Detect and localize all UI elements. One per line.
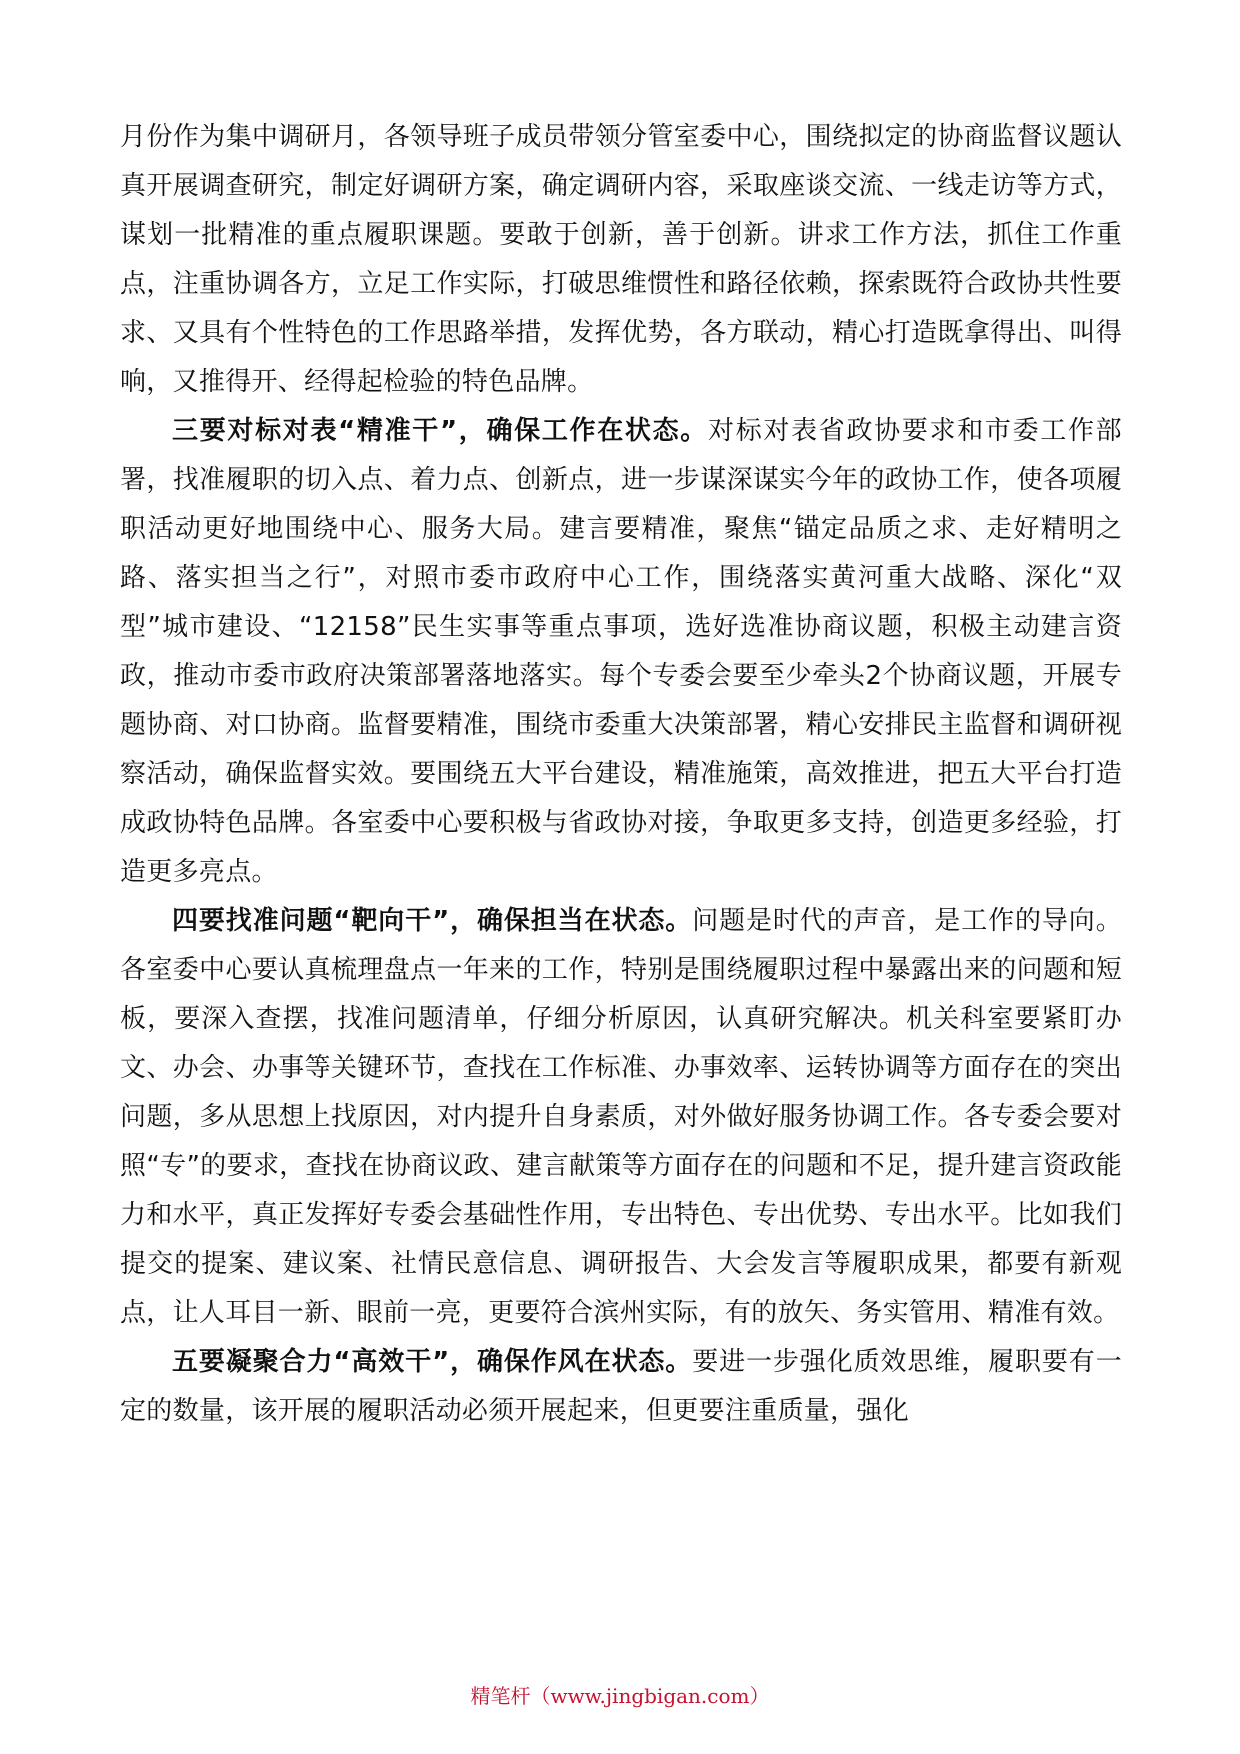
document-body xyxy=(120,113,1122,1436)
paragraph-point-five xyxy=(120,1338,1122,1436)
paragraph-text: 问题是时代的声音，是工作的导向。各室委中心要认真梳理盘点一年来的工作，特别是围绕履职过程中暴露出来的问题和短板，要深入查摆，找准问题清单，仔细分析原因，认真研究解决。机关科室要紧盯办文、办会、办事等关键环节，查找在工作标准、办事效率、运转协调等方面存在的突出问题，多从思想上找原因，对内提升自身素质，对外做好服务协调工作。各专委会要对照“专”的要求，查找在协商议政、建言献策等方面存在的问题和不足，提升建言资政能力和水平，真正发挥好专委会基础性作用，专出特色、专出优势、专出水平。比如我们提交的提案、建议案、社情民意信息、调研报告、大会发言等履职成果，都要有新观点，让人耳目一新、眼前一亮，更要符合滨州实际，有的放矢、务实管用、精准有效。 xyxy=(120,906,1122,1328)
paragraph-continued xyxy=(120,113,1122,407)
paragraph-text: 要进一步强化质效思维，履职要有一定的数量，该开展的履职活动必须开展起来，但更要注重质量，强化 xyxy=(120,1347,1122,1426)
paragraph-heading: 四要找准问题“靶向干”，确保担当在状态。 xyxy=(172,906,693,936)
paragraph-point-three xyxy=(120,407,1122,897)
page-footer-watermark: 精笔杆（www.jingbigan.com） xyxy=(470,1684,770,1708)
paragraph-text: 月份作为集中调研月，各领导班子成员带领分管室委中心，围绕拟定的协商监督议题认真开展调查研究，制定好调研方案，确定调研内容，采取座谈交流、一线走访等方式，谋划一批精准的重点履职课题。要敢于创新，善于创新。讲求工作方法，抓住工作重点，注重协调各方，立足工作实际，打破思维惯性和路径依赖，探索既符合政协共性要求、又具有个性特色的工作思路举措，发挥优势，各方联动，精心打造既拿得出、叫得响，又推得开、经得起检验的特色品牌。 xyxy=(120,122,1122,397)
paragraph-heading: 五要凝聚合力“高效干”，确保作风在状态。 xyxy=(172,1347,693,1377)
paragraph-text: 对标对表省政协要求和市委工作部署，找准履职的切入点、着力点、创新点，进一步谋深谋实今年的政协工作，使各项履职活动更好地围绕中心、服务大局。建言要精准，聚焦“锚定品质之求、走好精明之路、落实担当之行”，对照市委市政府中心工作，围绕落实黄河重大战略、深化“双型”城市建设、“12158”民生实事等重点事项，选好选准协商议题，积极主动建言资政，推动市委市政府决策部署落地落实。每个专委会要至少牵头2个协商议题，开展专题协商、对口协商。监督要精准，围绕市委重大决策部署，精心安排民主监督和调研视察活动，确保监督实效。要围绕五大平台建设，精准施策，高效推进，把五大平台打造成政协特色品牌。各室委中心要积极与省政协对接，争取更多支持，创造更多经验，打造更多亮点。 xyxy=(120,416,1122,887)
paragraph-heading: 三要对标对表“精准干”，确保工作在状态。 xyxy=(172,416,708,446)
paragraph-point-four xyxy=(120,897,1122,1338)
